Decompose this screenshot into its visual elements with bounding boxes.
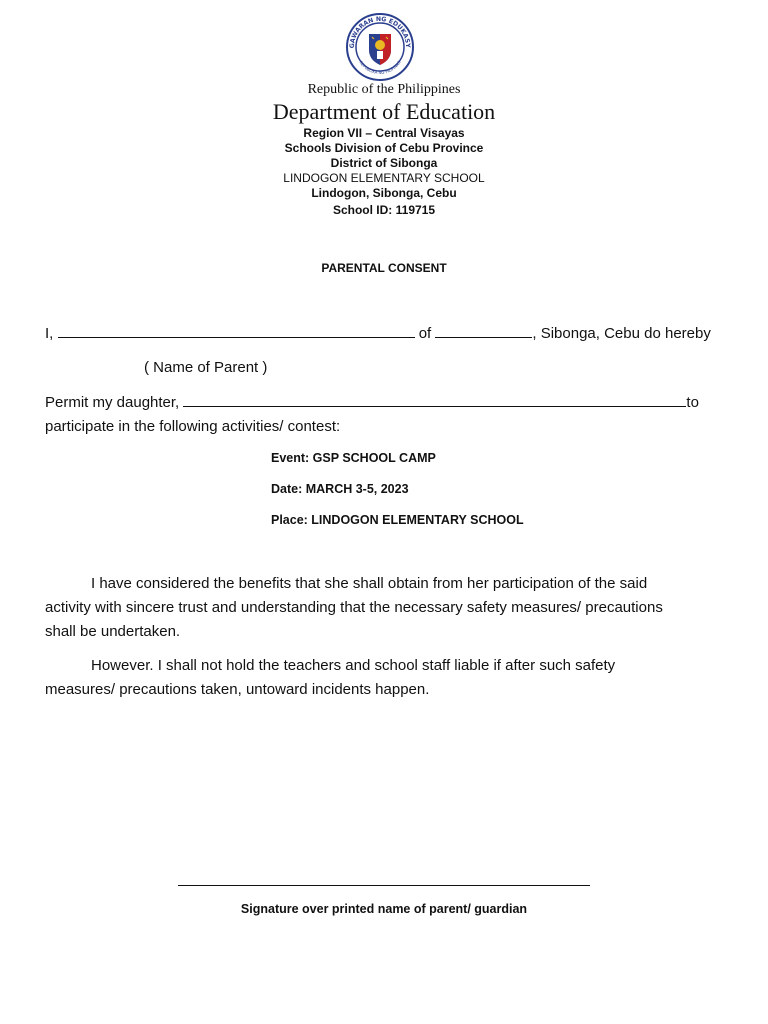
school-address: Lindogon, Sibonga, Cebu (311, 186, 457, 200)
parent-name-caption: ( Name of Parent ) (144, 359, 268, 376)
paragraph-2-line-2: measures/ precautions taken, untoward incidents happen. (45, 681, 430, 698)
seal-ring-top-text: GAWARAN NG EDUKASY (348, 15, 412, 49)
event-name: Event: GSP SCHOOL CAMP (271, 451, 436, 465)
permit-line (45, 391, 699, 415)
event-date: Date: MARCH 3-5, 2023 (271, 482, 409, 496)
school-name: LINDOGON ELEMENTARY SCHOOL (283, 171, 485, 185)
participate-line: participate in the following activities/ contest: (45, 418, 341, 435)
republic-line: Republic of the Philippines (307, 82, 461, 97)
consent-suffix: , Sibonga, Cebu do hereby (532, 325, 711, 342)
seal-ring-bottom-text: REPUBLIKA NG PILIPINAS (358, 59, 402, 76)
parent-name-blank[interactable] (58, 323, 415, 338)
district-line: District of Sibonga (330, 156, 438, 170)
signature-caption: Signature over printed name of parent/ guardian (240, 902, 528, 916)
school-id: School ID: 119715 (332, 203, 436, 217)
permit-prefix: Permit my daughter, (45, 394, 180, 411)
region-line: Region VII – Central Visayas (303, 126, 465, 140)
paragraph-1-line-3: shall be undertaken. (45, 623, 181, 640)
paragraph-1-line-2: activity with sincere trust and understanding that the necessary safety measures/ precautions (45, 599, 663, 616)
document-title: PARENTAL CONSENT (321, 261, 447, 275)
event-place: Place: LINDOGON ELEMENTARY SCHOOL (271, 513, 524, 527)
consent-line-1 (45, 322, 711, 346)
paragraph-2-line-1: However. I shall not hold the teachers and school staff liable if after such safety (91, 657, 616, 674)
department-title: Department of Education (272, 99, 496, 124)
division-line: Schools Division of Cebu Province (284, 141, 484, 155)
deped-seal-icon (345, 12, 415, 82)
daughter-name-blank[interactable] (183, 392, 686, 407)
consent-prefix: I, (45, 325, 54, 342)
signature-line[interactable] (178, 885, 590, 886)
paragraph-1-line-1: I have considered the benefits that she shall obtain from her participation of the said (91, 575, 648, 592)
deped-seal (345, 12, 415, 82)
permit-suffix: to (686, 394, 699, 411)
address-blank[interactable] (435, 323, 532, 338)
consent-of: of (418, 325, 432, 342)
